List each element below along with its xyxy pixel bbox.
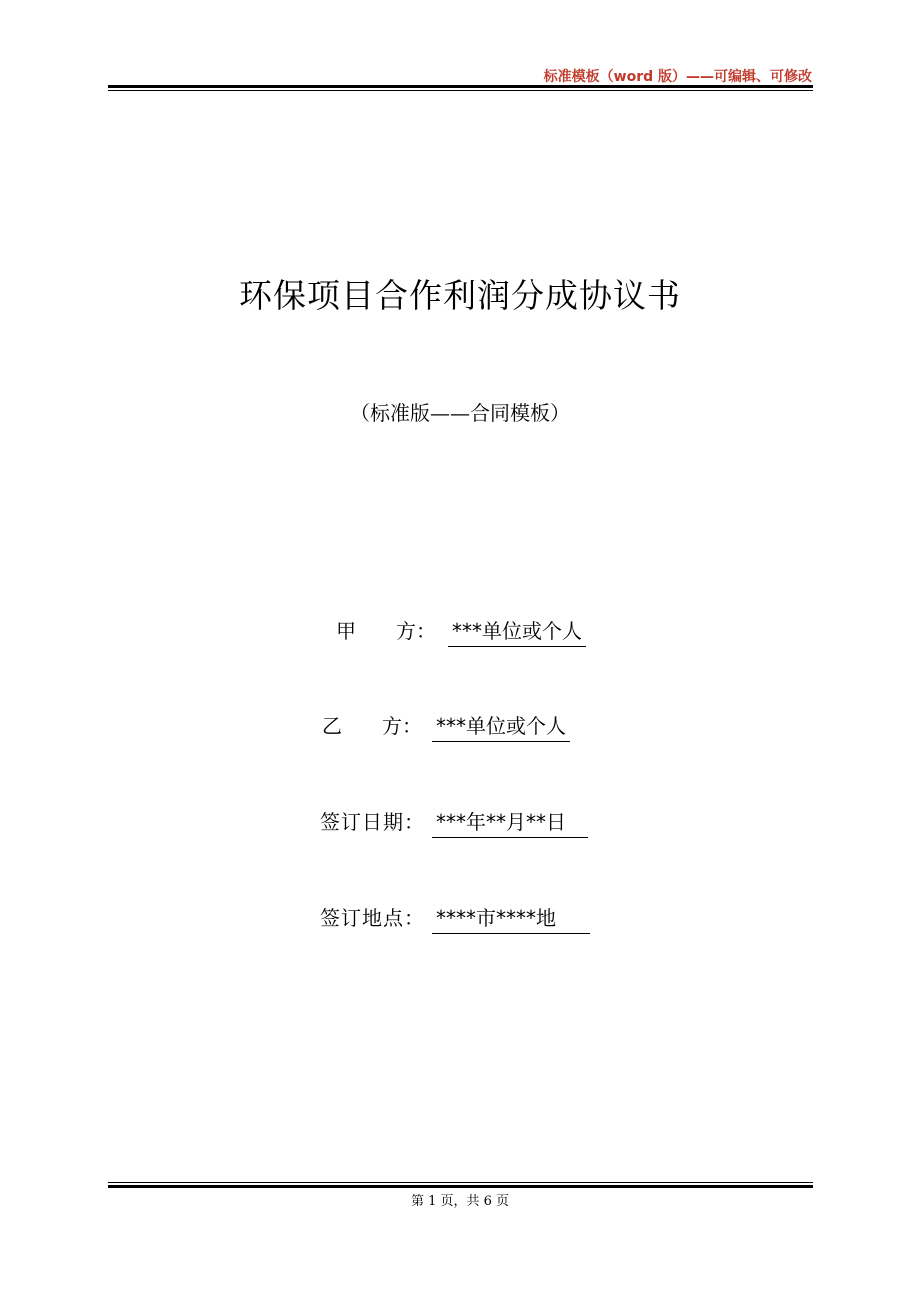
- party-b-label: 乙 方：: [322, 714, 422, 738]
- sign-date-label: 签订日期：: [320, 810, 425, 834]
- sign-date-field: [320, 806, 588, 838]
- party-a-field: [336, 615, 586, 647]
- party-b-value: ***单位或个人: [432, 710, 570, 742]
- sign-place-label: 签订地点：: [320, 906, 425, 930]
- sign-place-field: [320, 902, 590, 934]
- party-a-value: ***单位或个人: [448, 615, 586, 647]
- page-number: 第 1 页，共 6 页: [410, 1194, 510, 1209]
- sign-place-value: ****市****地: [432, 902, 590, 934]
- header-divider: [108, 85, 813, 91]
- party-a-label: 甲 方：: [336, 619, 436, 643]
- party-b-field: [322, 710, 570, 742]
- document-title: 环保项目合作利润分成协议书: [239, 276, 681, 315]
- header-template-note: 标准模板（word 版）——可编辑、可修改: [543, 69, 812, 85]
- footer-divider: [108, 1182, 813, 1188]
- sign-date-value: ***年**月**日: [432, 806, 588, 838]
- document-subtitle: （标准版——合同模板）: [350, 401, 570, 425]
